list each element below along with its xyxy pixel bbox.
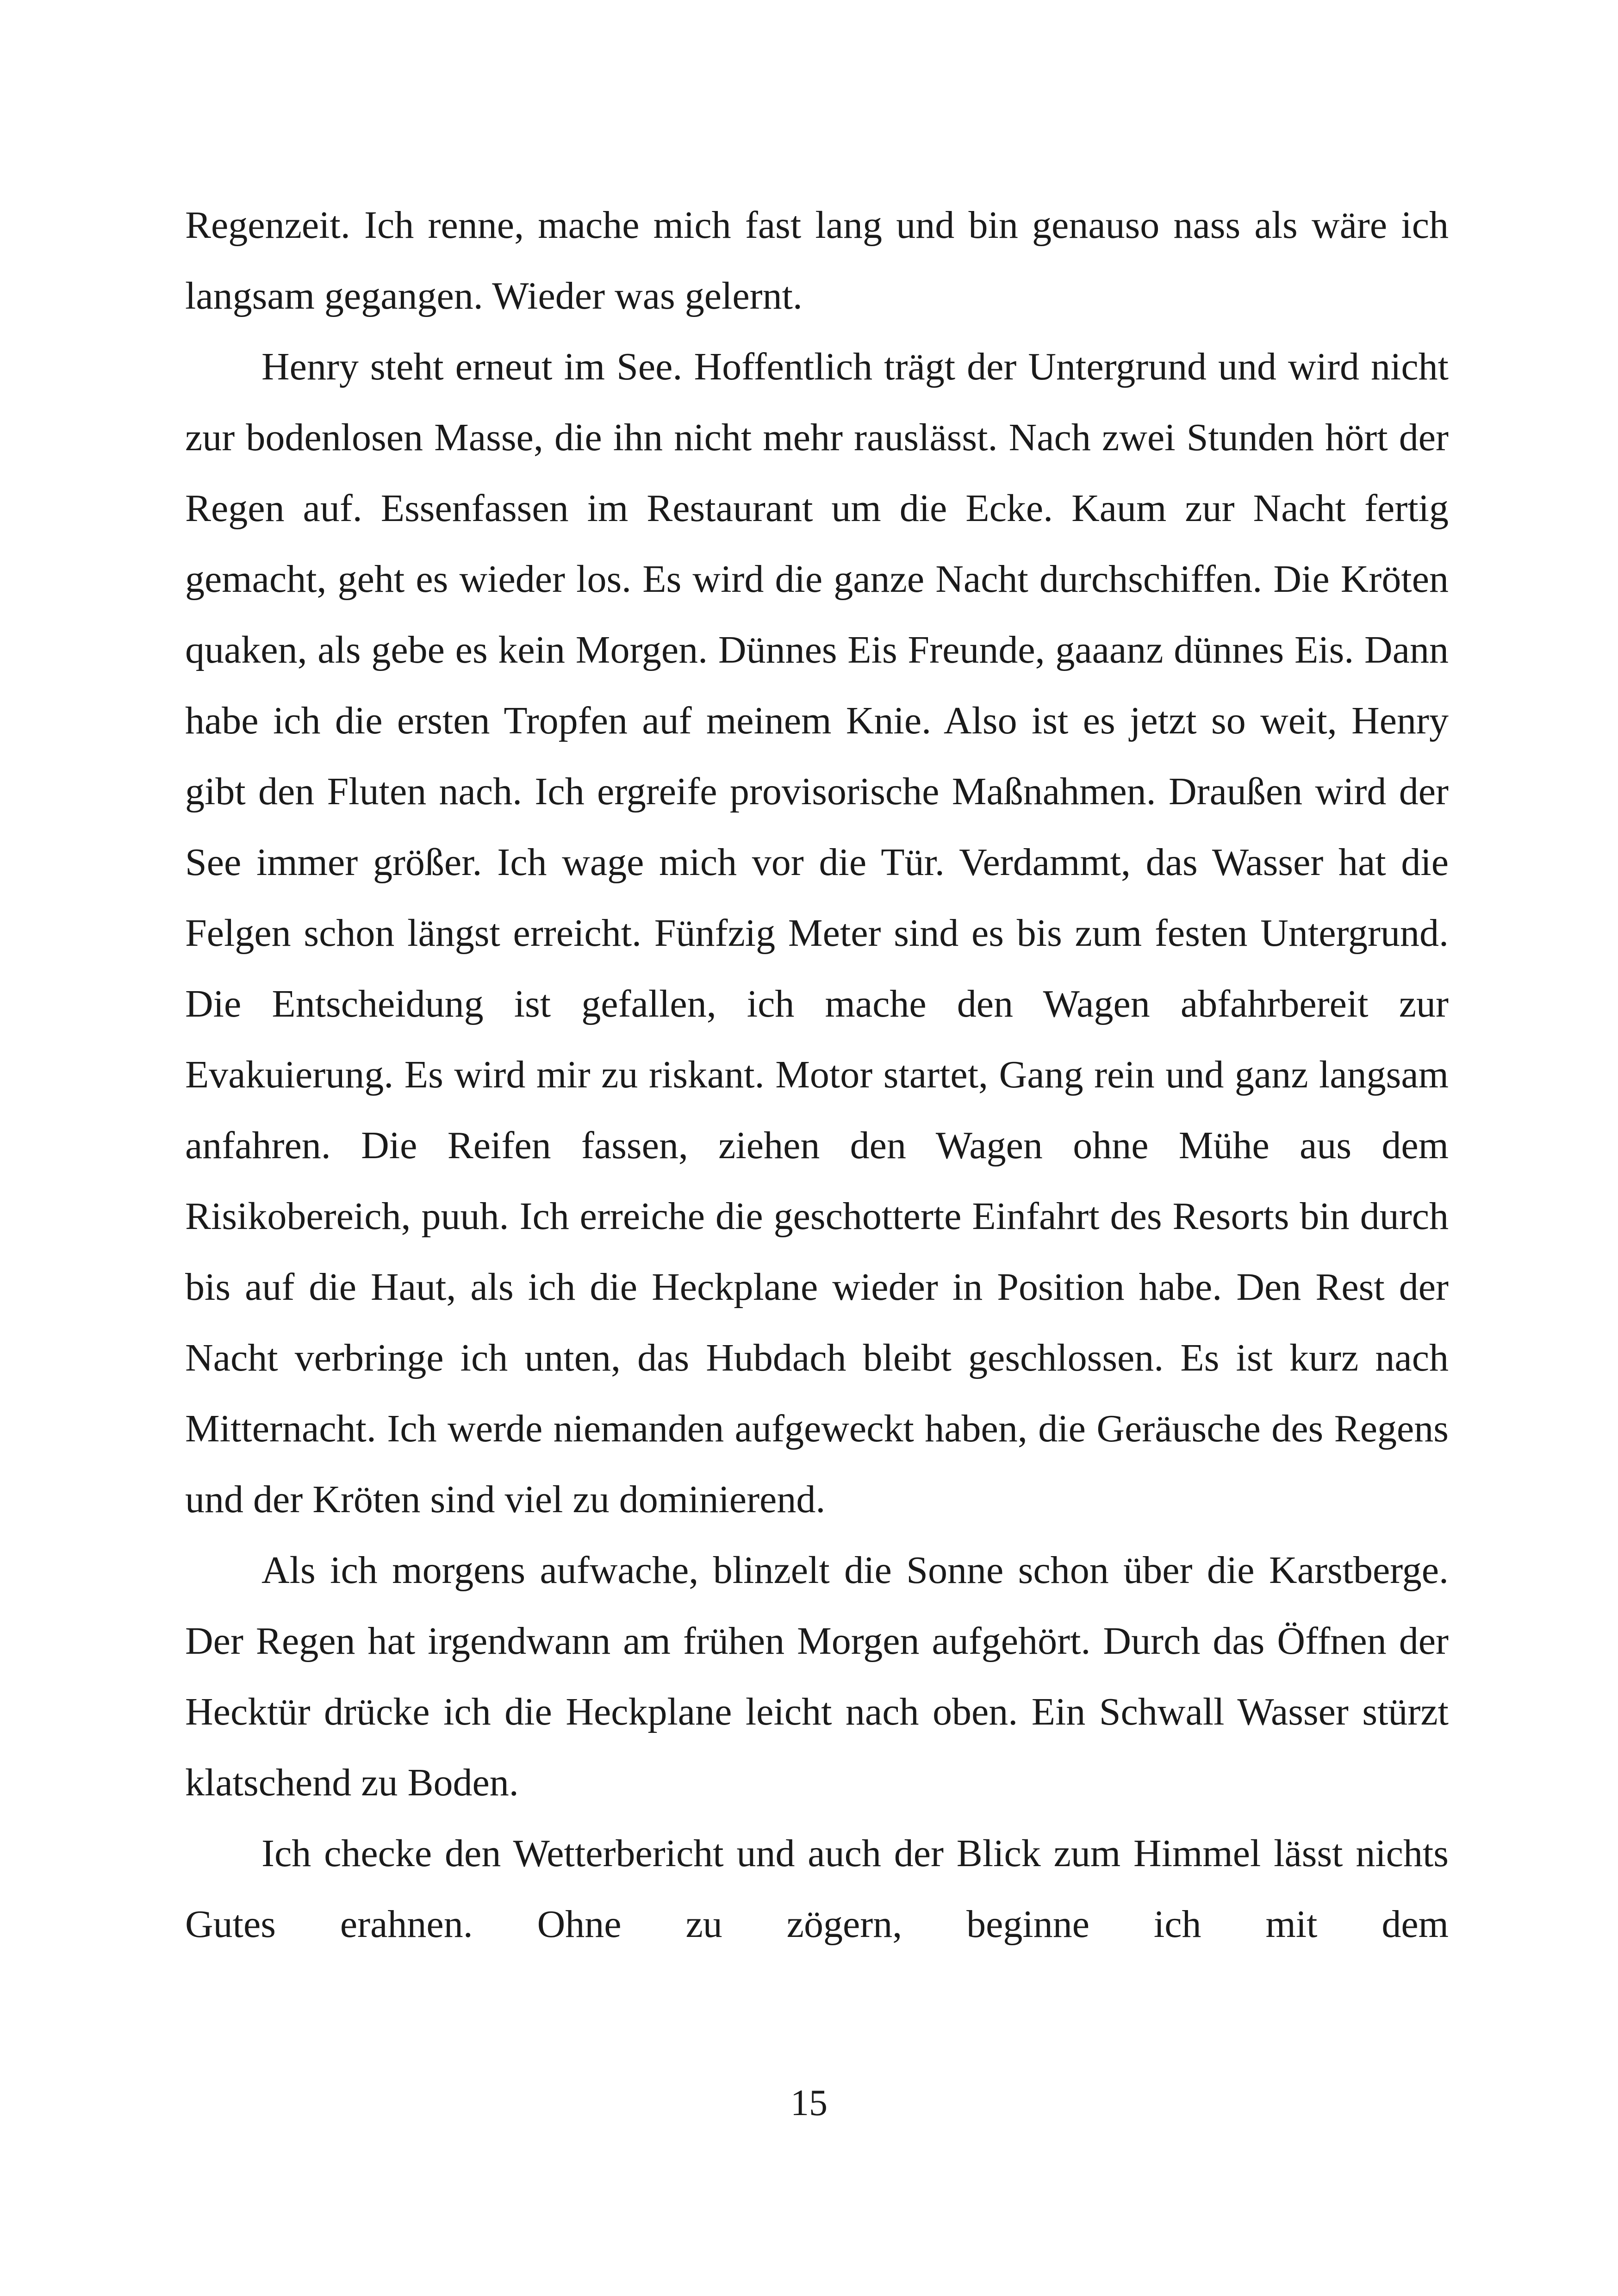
page-number: 15 (790, 2083, 828, 2123)
paragraph-1: Regenzeit. Ich renne, mache mich fast lang und bin genauso nass als wäre ich langsam gegangen. Wieder was gelernt. (185, 204, 1449, 317)
paragraph-4: Ich checke den Wetterbericht und auch der Blick zum Himmel lässt nichts Gutes erahnen. Ohne zu zögern, beginne ich mit dem (185, 1832, 1449, 1946)
paragraph-2: Henry steht erneut im See. Hoffentlich trägt der Untergrund und wird nicht zur bodenlosen Masse, die ihn nicht mehr rauslässt. Nach zwei Stunden hört der Regen auf. Essenfassen im Restaurant um die Ecke. Kaum zur Nacht fertig gemacht, geht es wieder los. Es wird die ganze Nacht durchschiffen. Die Kröten quaken, als gebe es kein Morgen. Dünnes Eis Freunde, gaaanz dünnes Eis. Dann habe ich die ersten Tropfen auf meinem Knie. Also ist es jetzt so weit, Henry gibt den Fluten nach. Ich ergreife provisorische Maßnahmen. Draußen wird der See immer größer. Ich wage mich vor die Tür. Verdammt, das Wasser hat die Felgen schon längst erreicht. Fünfzig Meter sind es bis zum festen Untergrund. Die Entscheidung ist gefallen, ich mache den Wagen abfahrbereit zur Evakuierung. Es wird mir zu riskant. Motor startet, Gang rein und ganz langsam anfahren. Die Reifen fassen, ziehen den Wagen ohne Mühe aus dem Risikobereich, puuh. Ich erreiche die geschotterte Einfahrt des Resorts bin durch bis auf die Haut, als ich die Heckplane wieder in Position habe. Den Rest der Nacht verbringe ich unten, das Hubdach bleibt geschlossen. Es ist kurz nach Mitternacht. Ich werde niemanden aufgeweckt haben, die Geräusche des Regens und der Kröten sind viel zu dominierend. (185, 345, 1449, 1521)
paragraph-3: Als ich morgens aufwache, blinzelt die Sonne schon über die Karstberge. Der Regen hat irgendwann am frühen Morgen aufgehört. Durch das Öffnen der Hecktür drücke ich die Heckplane leicht nach oben. Ein Schwall Wasser stürzt klatschend zu Boden. (185, 1549, 1449, 1804)
body-text (185, 190, 1449, 1960)
